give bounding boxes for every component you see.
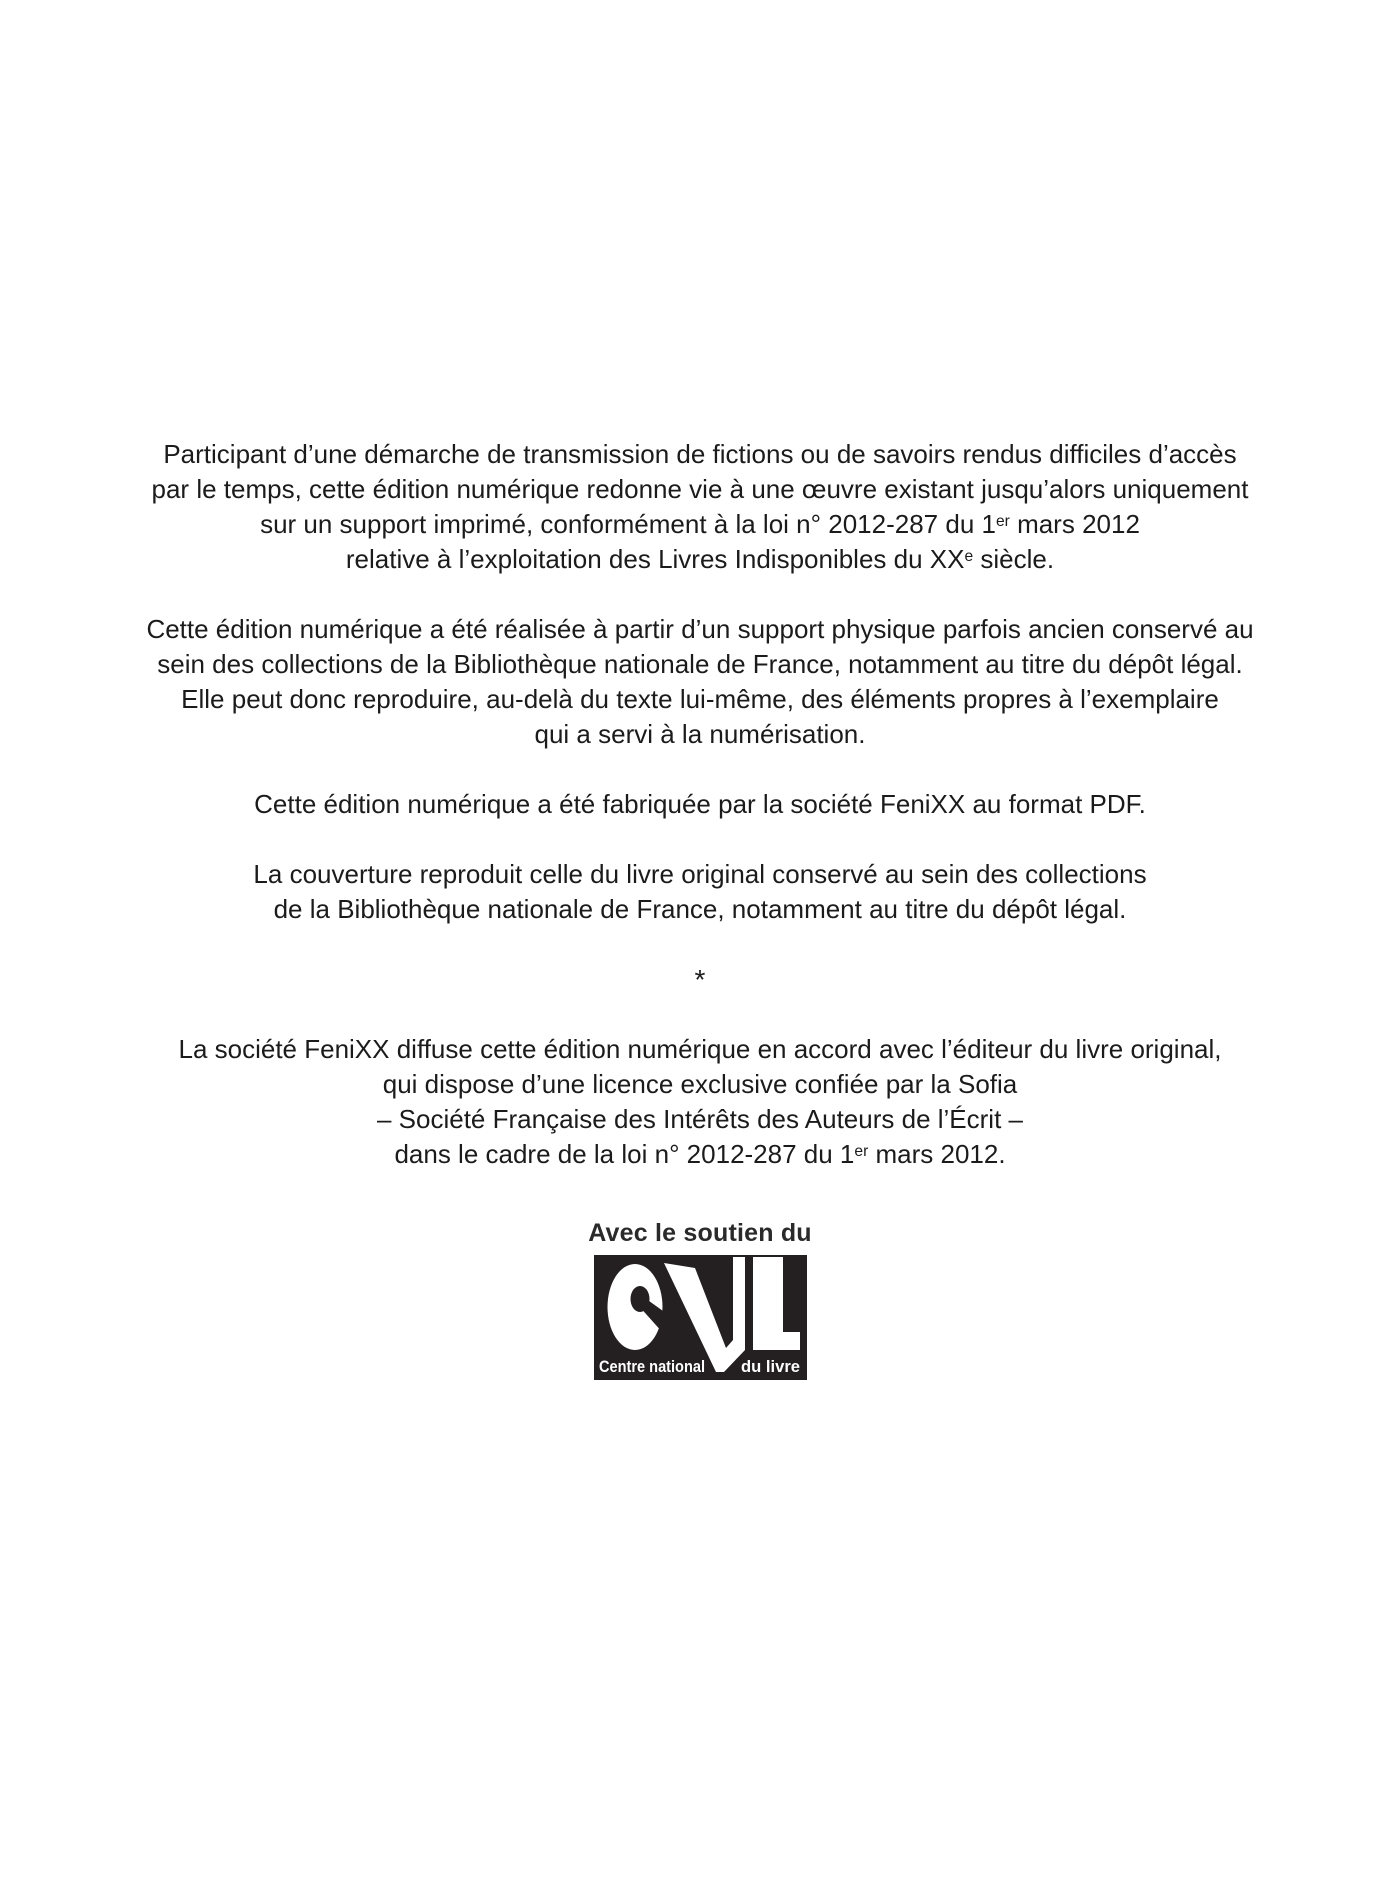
text-line: sur un support imprimé, conformément à la loi n° 2012-287 du 1er mars 2012 — [260, 509, 1140, 539]
text-line: – Société Française des Intérêts des Auteurs de l’Écrit – — [376, 1104, 1023, 1134]
superscript: e — [964, 547, 974, 565]
cnl-logo-icon — [594, 1255, 807, 1380]
paragraph-4 — [0, 857, 1400, 927]
text-line: qui a servi à la numérisation. — [534, 719, 866, 749]
paragraph-2 — [0, 612, 1400, 752]
cnl-caption-right: du livre — [740, 1357, 800, 1376]
asterisk-separator: * — [694, 964, 706, 995]
text-line: par le temps, cette édition numérique redonne vie à une œuvre existant jusqu’alors uniquement — [151, 474, 1249, 504]
text-line: sein des collections de la Bibliothèque nationale de France, notamment au titre du dépôt légal. — [157, 649, 1243, 679]
text-line: La couverture reproduit celle du livre original conservé au sein des collections — [253, 859, 1147, 889]
text-line: Cette édition numérique a été fabriquée par la société FeniXX au format PDF. — [254, 789, 1146, 819]
text-line: Cette édition numérique a été réalisée à partir d’un support physique parfois ancien conservé au — [146, 614, 1254, 644]
text-line: Elle peut donc reproduire, au-delà du texte lui-même, des éléments propres à l’exemplaire — [181, 684, 1219, 714]
paragraph-1 — [0, 437, 1400, 577]
text-line: La société FeniXX diffuse cette édition numérique en accord avec l’éditeur du livre original, — [178, 1034, 1222, 1064]
cnl-caption-left: Centre national — [598, 1357, 705, 1376]
paragraph-3 — [0, 787, 1400, 822]
text-line: dans le cadre de la loi n° 2012-287 du 1er mars 2012. — [394, 1139, 1006, 1169]
text-line: Participant d’une démarche de transmission de fictions ou de savoirs rendus difficiles d’accès — [163, 439, 1237, 469]
text-line: de la Bibliothèque nationale de France, notamment au titre du dépôt légal. — [273, 894, 1127, 924]
superscript: er — [854, 1142, 869, 1160]
text-line: relative à l’exploitation des Livres Indisponibles du XXe siècle. — [345, 544, 1055, 574]
cnl-support-text: Avec le soutien du — [588, 1219, 812, 1247]
superscript: er — [995, 512, 1010, 530]
paragraph-5 — [0, 1032, 1400, 1172]
text-line: qui dispose d’une licence exclusive confiée par la Sofia — [382, 1069, 1018, 1099]
cnl-logo — [0, 1255, 1400, 1380]
